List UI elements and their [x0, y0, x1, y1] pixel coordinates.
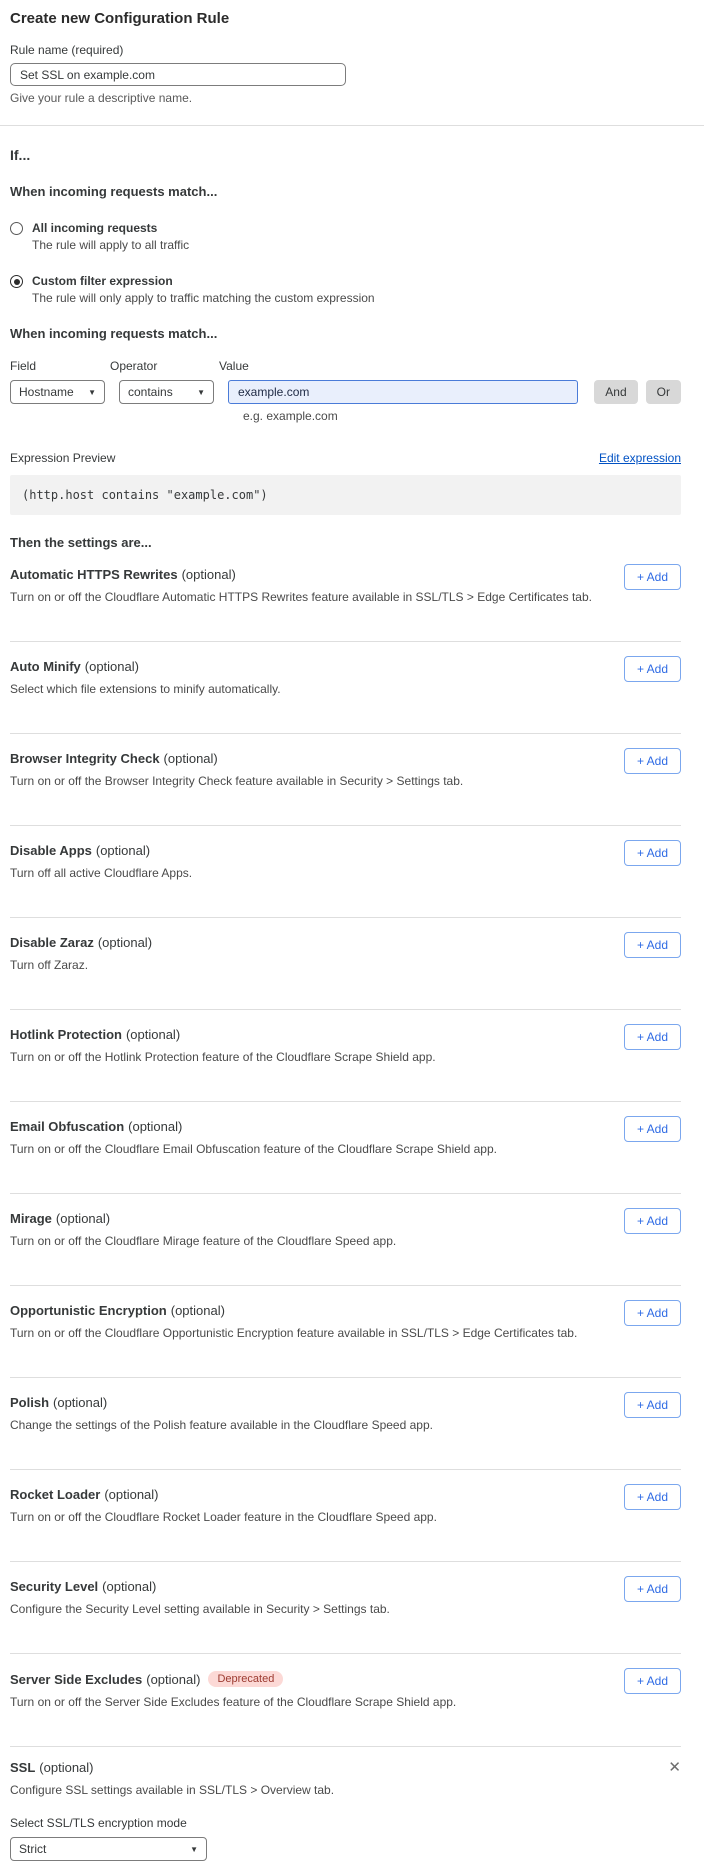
add-button[interactable]: + Add — [624, 564, 681, 590]
optional-label: (optional) — [53, 1395, 108, 1410]
setting-row-automatic-https-rewrites — [10, 550, 681, 642]
radio-unselected-icon[interactable] — [10, 222, 23, 235]
setting-description: Configure the Security Level setting available in Security > Settings tab. — [10, 1602, 390, 1616]
operator-select-value: contains — [128, 385, 173, 399]
setting-description: Turn on or off the Hotlink Protection feature of the Cloudflare Scrape Shield app. — [10, 1050, 436, 1064]
optional-label: (optional) — [39, 1760, 94, 1775]
add-button[interactable]: + Add — [624, 1300, 681, 1326]
match-heading-2: When incoming requests match... — [10, 326, 218, 341]
ssl-mode-label: Select SSL/TLS encryption mode — [10, 1816, 187, 1830]
setting-title: Hotlink Protection — [10, 1027, 122, 1042]
chevron-down-icon: ▼ — [88, 387, 96, 397]
radio-custom-filter-expression[interactable] — [10, 274, 681, 305]
setting-title: Disable Apps — [10, 843, 92, 858]
optional-label: (optional) — [181, 567, 236, 582]
and-button[interactable]: And — [594, 380, 637, 404]
add-button[interactable]: + Add — [624, 932, 681, 958]
rule-name-help: Give your rule a descriptive name. — [10, 91, 193, 105]
expression-preview-code: (http.host contains "example.com") — [10, 475, 681, 515]
setting-row-rocket-loader — [10, 1470, 681, 1562]
setting-row-auto-minify — [10, 642, 681, 734]
setting-title: Security Level — [10, 1579, 99, 1594]
value-input[interactable] — [228, 380, 578, 404]
then-settings-heading: Then the settings are... — [10, 535, 152, 550]
chevron-down-icon: ▼ — [190, 1844, 198, 1854]
setting-title: SSL — [10, 1760, 36, 1775]
setting-row-browser-integrity-check — [10, 734, 681, 826]
radio-description: The rule will apply to all traffic — [32, 238, 190, 252]
optional-label: (optional) — [84, 659, 139, 674]
optional-label: (optional) — [104, 1487, 159, 1502]
setting-title: Email Obfuscation — [10, 1119, 125, 1134]
setting-row-disable-zaraz — [10, 918, 681, 1010]
deprecated-badge: Deprecated — [208, 1671, 283, 1687]
setting-description: Turn on or off the Browser Integrity Check feature available in Security > Settings tab. — [10, 774, 464, 788]
optional-label: (optional) — [170, 1303, 225, 1318]
optional-label: (optional) — [146, 1671, 201, 1687]
expression-preview-label: Expression Preview — [10, 451, 116, 465]
add-button[interactable]: + Add — [624, 1484, 681, 1510]
operator-label: Operator — [110, 359, 158, 373]
setting-title: Opportunistic Encryption — [10, 1303, 167, 1318]
optional-label: (optional) — [97, 935, 153, 950]
match-heading-1: When incoming requests match... — [10, 184, 218, 199]
optional-label: (optional) — [95, 843, 151, 858]
rule-name-input[interactable] — [10, 63, 346, 86]
setting-description: Configure SSL settings available in SSL/TLS > Overview tab. — [10, 1783, 335, 1797]
setting-row-security-level — [10, 1562, 681, 1654]
value-label: Value — [219, 359, 249, 373]
setting-title: Server Side Excludes — [10, 1671, 143, 1687]
setting-row-polish — [10, 1378, 681, 1470]
setting-row-email-obfuscation — [10, 1102, 681, 1194]
setting-description: Change the settings of the Polish feature available in the Cloudflare Speed app. — [10, 1418, 433, 1432]
radio-label: All incoming requests — [32, 221, 158, 235]
setting-row-ssl — [10, 1747, 681, 1861]
add-button[interactable]: + Add — [624, 1116, 681, 1142]
setting-description: Turn off Zaraz. — [10, 958, 89, 972]
setting-title: Mirage — [10, 1211, 52, 1226]
close-icon[interactable]: ✕ — [668, 1759, 681, 1776]
rule-name-label: Rule name (required) — [10, 43, 124, 57]
setting-row-mirage — [10, 1194, 681, 1286]
setting-description: Turn on or off the Cloudflare Opportunistic Encryption feature available in SSL/TLS > Edge Certificates tab. — [10, 1326, 578, 1340]
add-button[interactable]: + Add — [624, 1024, 681, 1050]
setting-title: Automatic HTTPS Rewrites — [10, 567, 178, 582]
radio-description: The rule will only apply to traffic matching the custom expression — [32, 291, 375, 305]
value-help: e.g. example.com — [243, 409, 338, 423]
setting-description: Turn on or off the Cloudflare Rocket Loader feature in the Cloudflare Speed app. — [10, 1510, 437, 1524]
radio-all-incoming-requests[interactable] — [10, 221, 681, 252]
optional-label: (optional) — [55, 1211, 111, 1226]
setting-description: Turn on or off the Cloudflare Email Obfuscation feature of the Cloudflare Scrape Shield app. — [10, 1142, 497, 1156]
setting-description: Select which file extensions to minify automatically. — [10, 682, 281, 696]
optional-label: (optional) — [163, 751, 218, 766]
optional-label: (optional) — [125, 1027, 181, 1042]
add-button[interactable]: + Add — [624, 1576, 681, 1602]
setting-row-hotlink-protection — [10, 1010, 681, 1102]
divider — [0, 125, 704, 126]
optional-label: (optional) — [102, 1579, 157, 1594]
page-title: Create new Configuration Rule — [10, 10, 230, 27]
add-button[interactable]: + Add — [624, 748, 681, 774]
radio-selected-icon[interactable] — [10, 275, 23, 288]
optional-label: (optional) — [128, 1119, 183, 1134]
if-heading: If... — [10, 147, 31, 163]
setting-description: Turn on or off the Cloudflare Mirage feature of the Cloudflare Speed app. — [10, 1234, 397, 1248]
add-button[interactable]: + Add — [624, 656, 681, 682]
setting-row-disable-apps — [10, 826, 681, 918]
setting-title: Auto Minify — [10, 659, 81, 674]
field-select-value: Hostname — [19, 385, 74, 399]
add-button[interactable]: + Add — [624, 1392, 681, 1418]
setting-row-opportunistic-encryption — [10, 1286, 681, 1378]
add-button[interactable]: + Add — [624, 1668, 681, 1694]
setting-row-server-side-excludes — [10, 1654, 681, 1747]
setting-description: Turn on or off the Cloudflare Automatic HTTPS Rewrites feature available in SSL/TLS > Edge Certificates tab. — [10, 590, 592, 604]
radio-label: Custom filter expression — [32, 274, 173, 288]
add-button[interactable]: + Add — [624, 840, 681, 866]
ssl-mode-select-value: Strict — [19, 1842, 47, 1856]
chevron-down-icon: ▼ — [197, 387, 205, 397]
or-button[interactable]: Or — [646, 380, 681, 404]
setting-description: Turn off all active Cloudflare Apps. — [10, 866, 193, 880]
field-label: Field — [10, 359, 37, 373]
operator-select[interactable] — [119, 380, 214, 404]
setting-title: Disable Zaraz — [10, 935, 94, 950]
setting-title: Polish — [10, 1395, 50, 1410]
setting-title: Browser Integrity Check — [10, 751, 160, 766]
add-button[interactable]: + Add — [624, 1208, 681, 1234]
field-select[interactable] — [10, 380, 105, 404]
setting-description: Turn on or off the Server Side Excludes feature of the Cloudflare Scrape Shield app. — [10, 1695, 457, 1709]
edit-expression-link[interactable]: Edit expression — [598, 451, 681, 465]
ssl-mode-select[interactable] — [10, 1837, 207, 1861]
setting-title: Rocket Loader — [10, 1487, 101, 1502]
